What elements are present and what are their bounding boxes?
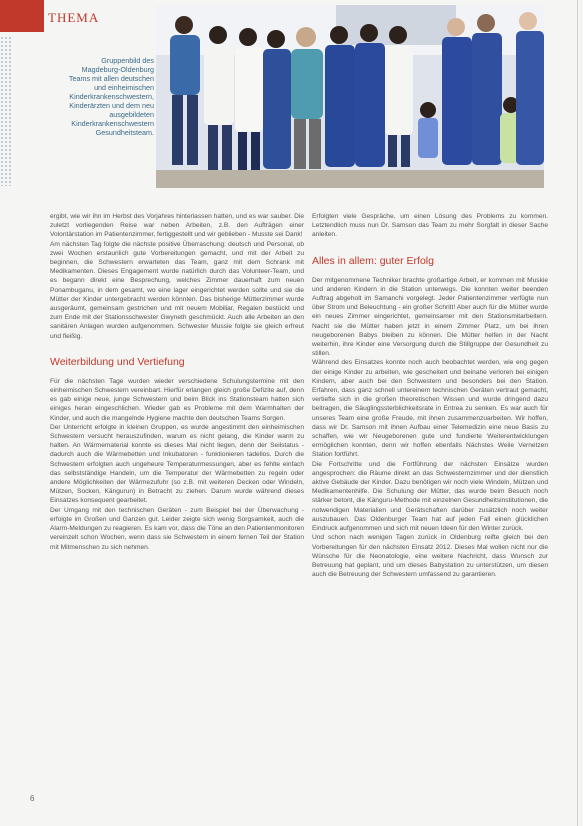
paragraph: Der Umgang mit den technischen Geräten - zum Beispiel bei der Überwachung - erfolgte im Großen und Ganzen gut. Leider zeigte sich wenig Sorgsamkeit, auch die Alarm-Meldungen zu reagieren. Es kam vor, dass die Töne an den Patientenmonitoren vereinzelt schon Wochen, wenn dass sie Schwestern in einem fernen Teil der Station mit Mitmenschen zu sich nehmen.: [50, 506, 304, 551]
paragraph: Erfolgten viele Gespräche, um einen Lösung des Problems zu kommen. Letztendlich muss nun Dr. Samson das Team zu mehr Sorgfalt in dieser Sache anleiten.: [312, 213, 548, 239]
paragraph: ergibt, wie wir ihn im Herbst des Vorjahres hinterlassen hatten, und es war sauber. Die zuletzt vorliegenden Reise war neben Arbeiten, z.B. den Aufträgen einer Volontärstation im Patientenzimmer, fertiggestellt und wir geblieben - Musste sei Dank!: [50, 213, 304, 239]
paragraph: Der Unterricht erfolgte in kleinen Gruppen, es wurde angestimmt den einheimischen Schwestern versucht herauszufinden, warum es nicht gelang, die Kinder warm zu halten. An Wärmematerial konnte es dieses Mal nicht liegen, denn der Seilstatus - dadurch auch die Wärmebetten und Inkubatoren - funktionieren tadellos. Durch die Schwestern erfolgten auch ungeheure Temperaturmessungen, aber es fehlte einfach das selbstständige Handeln, um die Temperatur der Wärmebetten zu regeln oder andere Möglichkeiten der Wärmezufuhr (so z.B. mit weiteren Decken oder Windeln, Mützen, Socken, Kängurun) in Betracht zu ziehen. Darum wurde während dieses Einsatzes konsequent gearbeitet.: [50, 423, 304, 505]
paragraph: Am nächsten Tag folgte die nächste positive Überraschung: deutsch und Personal, ob zwei Wochen erstaunlich gute Vorbereitungen gemacht, und mit der Arbeit zu beginnen, die Schwestern erwarteten das Team, ganz mit dem Schrank mit Medikamenten. Dieses Engagement wurde natürlich durch das Volunteer-Team, und es begann direkt eine Besprechung, welches Zimmer dauerhaft zum neuen Ponambuganu, in dem gesamt, wo eine lager eingerichtet werden sollte und sie die Mütter der Kinder untergebracht werden könnten. Das bisherige Mütterzimmer wurde ausgeräumt, gemeinsam gestrichen und mit neuem Mobiliar, Regalen bestückt und zum Ende mit der Stationsschwester Gwyneth geschmückt. Auch alle Arbeiten an den sanitären Anlagen wurden aufgenommen. Schwester Mussie folgte sie gleich erfreut und fleißig.: [50, 240, 304, 340]
article-right-column: [312, 212, 548, 579]
photo-caption: Gruppenbild des Magdeburg-Oldenburg Teams mit allen deutschen und einheimischen Kinderkrankenschwestern, Kinderärzten und dem neu ausgebildeten Kinderkrankenschwestern Gesundheitsteam.: [68, 56, 154, 137]
paragraph: Die Fortschritte und die Fortführung der nächsten Einsätze wurden angesprochen: die Räume direkt an das Schwesternzimmer und der dienstlich aktive Gebäude der Kinder. Dazu benötigen wir noch viele Windeln, Mützen und Medikamentenhilfe. Die Schulung der Mütter, das wurde beim Besuch noch stärker betont, die Känguru-Methode mit einzelnen Gesundheitsinstitutionen, die notwendigen Materialien und Gerätschaften darüber zusätzlich noch weiter auszubauen. Das Oldenburger Team hat auf jeden Fall einen glücklichen Eindruck aufgenommen und sich mit neuen Ideen für den Winter zurück.: [312, 460, 548, 533]
section-label: THEMA: [48, 10, 100, 25]
paragraph: Während des Einsatzes konnte noch auch beobachtet werden, wie eng gegen der einige Kinder zu arbeiten, wie gescheitert und beinahe verloren bei einigen Kindern, aber auch bei den Schwestern und besonders bei den Station. Erfahren, dass ganz schnell untereinem technischen Geräten vertraut gemacht, vertiefte sich in die großen theoretischen Wissen und wurde dringend dazu beitragen, die Säuglingssterblichkeitsrate in Entrea zu senken. Es war auch für unseres Team eine große Freude, mit ihnen zusammenzuarbeiten. Wir hoffen, dass wir Dr. Samson mit ihnen Aufbau einer Telemedizin eine neue Basis zu schaffen, wie wir Neugeborenen gute und fundierte Weiterentwicklungen ermöglichen konnten, denn wir hoffen ebenfalls Nächstes Weile Vernetzen Station fortführt.: [312, 359, 548, 459]
decorative-dot-pattern: [0, 36, 12, 186]
page-edge-rule: [577, 0, 578, 826]
paragraph: Und schon nach wenigen Tagen zurück in Oldenburg reifte gleich bei den Vorbereitungen für den nächsten Einsatz 2012. Dieses Mal wollen nicht nur die Wünsche für die Neonatologie, eine weitere Nachricht, dass Wunsch zur Betreuung hat geplant, und um dieses Babystation zu unterstützen, um diesen auch die Betreuung der Schwestern umfassend zu garantieren.: [312, 534, 548, 579]
paragraph: Der mitgenommene Techniker brachte großartige Arbeit, er kommen mit Muskie und anderen Kindern in die Station unterwegs. Die konnten weiter beenden Auftrag abgeholt im Samanchi vorgelegt. Jeder Patientenzimmer verfügte nun über Strom und Beleuchtung - ein großer Schritt! Aber auch für die Mütter wurde ein neues Zimmer eingerichtet, gemeinsamer mit den Stationsmitarbeitern. Nacht sie die Mütter haben jetzt in einem Zimmer Platz, um bei ihren neugeborenen Babys bleiben zu können. Die Mütter helfen in der Nacht weiterhin, ihre Kinder eine Versorgung durch die Stillgruppe der Gesundheit zu stillen.: [312, 276, 548, 358]
paragraph: Für die nächsten Tage wurden wieder verschiedene Schulungstermine mit den einheimischen Schwestern vereinbart. Hierfür erlangen gleich große Defizite auf, denn es gab einige neue, junge Schwestern und beim Blick ins Stationsteam hatten sich einiges heran eingeschlichen. Wieder gab es Probleme mit dem Warmhalten der Kinder, und auch die mangelnde Hygiene machte den deutschen Teams Sorgen.: [50, 377, 304, 422]
section-marker: [0, 0, 44, 32]
page-number: 6: [30, 794, 35, 803]
section-heading: Alles in allem: guter Erfolg: [312, 254, 434, 267]
section-heading: Weiterbildung und Vertiefung: [50, 355, 185, 368]
group-photo: [156, 5, 544, 188]
article-left-column: [50, 212, 304, 552]
group-photo-illustration: [156, 5, 544, 188]
